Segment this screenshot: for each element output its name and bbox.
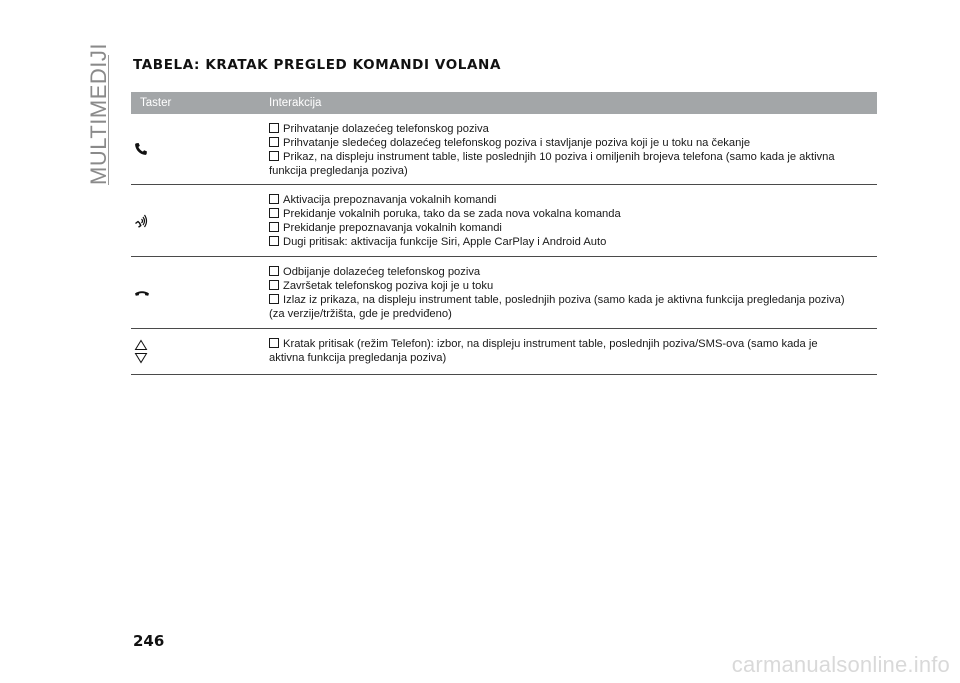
- list-item: Prekidanje vokalnih poruka, tako da se zada nova vokalna komanda: [269, 207, 873, 221]
- list-item: Aktivacija prepoznavanja vokalnih komandi: [269, 193, 873, 207]
- checkbox-bullet-icon: [269, 338, 279, 348]
- row-icon-cell: [131, 329, 269, 374]
- row-text-cell: [269, 329, 877, 374]
- hang-up-icon: [134, 288, 150, 298]
- continuation-text: (za verzije/tržišta, gde je predviđeno): [269, 308, 452, 320]
- list-item: Prekidanje prepoznavanja vokalnih komandi: [269, 221, 873, 235]
- list-item: Prihvatanje dolazećeg telefonskog poziva: [269, 122, 873, 136]
- list-item: Kratak pritisak (režim Telefon): izbor, na displeju instrument table, poslednjih poziva/SMS-ova (samo kada je: [269, 337, 873, 351]
- page-title: TABELA: KRATAK PREGLED KOMANDI VOLANA: [133, 57, 501, 73]
- checkbox-bullet-icon: [269, 194, 279, 204]
- row-text-cell: [269, 114, 877, 184]
- list-item: Odbijanje dolazećeg telefonskog poziva: [269, 265, 873, 279]
- page-number: 246: [133, 632, 165, 650]
- checkbox-bullet-icon: [269, 151, 279, 161]
- controls-table: [131, 92, 877, 375]
- section-side-label: MULTIMEDIJI: [86, 43, 111, 185]
- row-text-cell: [269, 257, 877, 328]
- watermark-url: carmanualsonline.info: [731, 652, 950, 677]
- row-icon-cell: [131, 257, 269, 328]
- checkbox-bullet-icon: [269, 236, 279, 246]
- row-icon-cell: [131, 114, 269, 184]
- row-icon-cell: [131, 185, 269, 256]
- continuation-text: funkcija pregledanja poziva): [269, 165, 408, 177]
- up-down-arrows-icon: [134, 339, 148, 365]
- row-text-cell: [269, 185, 877, 256]
- header-taster: Taster: [140, 97, 172, 109]
- continuation-text: aktivna funkcija pregledanja poziva): [269, 352, 447, 364]
- checkbox-bullet-icon: [269, 137, 279, 147]
- checkbox-bullet-icon: [269, 123, 279, 133]
- checkbox-bullet-icon: [269, 208, 279, 218]
- table-row: [131, 257, 877, 329]
- table-row: [131, 329, 877, 375]
- checkbox-bullet-icon: [269, 280, 279, 290]
- table-row: [131, 185, 877, 257]
- list-item: Izlaz iz prikaza, na displeju instrument table, poslednjih poziva (samo kada je aktivna funkcija pregledanja poziva): [269, 293, 873, 307]
- checkbox-bullet-icon: [269, 294, 279, 304]
- checkbox-bullet-icon: [269, 266, 279, 276]
- header-interakcija: Interakcija: [269, 97, 322, 109]
- table-header: [131, 92, 877, 114]
- checkbox-bullet-icon: [269, 222, 279, 232]
- list-item: Dugi pritisak: aktivacija funkcije Siri, Apple CarPlay i Android Auto: [269, 235, 873, 249]
- list-item: Završetak telefonskog poziva koji je u toku: [269, 279, 873, 293]
- table-row: [131, 114, 877, 185]
- list-item: Prihvatanje sledećeg dolazećeg telefonskog poziva i stavljanje poziva koji je u toku na čekanje: [269, 136, 873, 150]
- voice-command-icon: [134, 213, 148, 229]
- list-item: Prikaz, na displeju instrument table, liste poslednjih 10 poziva i omiljenih brojeva telefona (samo kada je aktivna: [269, 150, 873, 164]
- phone-icon: [134, 142, 148, 156]
